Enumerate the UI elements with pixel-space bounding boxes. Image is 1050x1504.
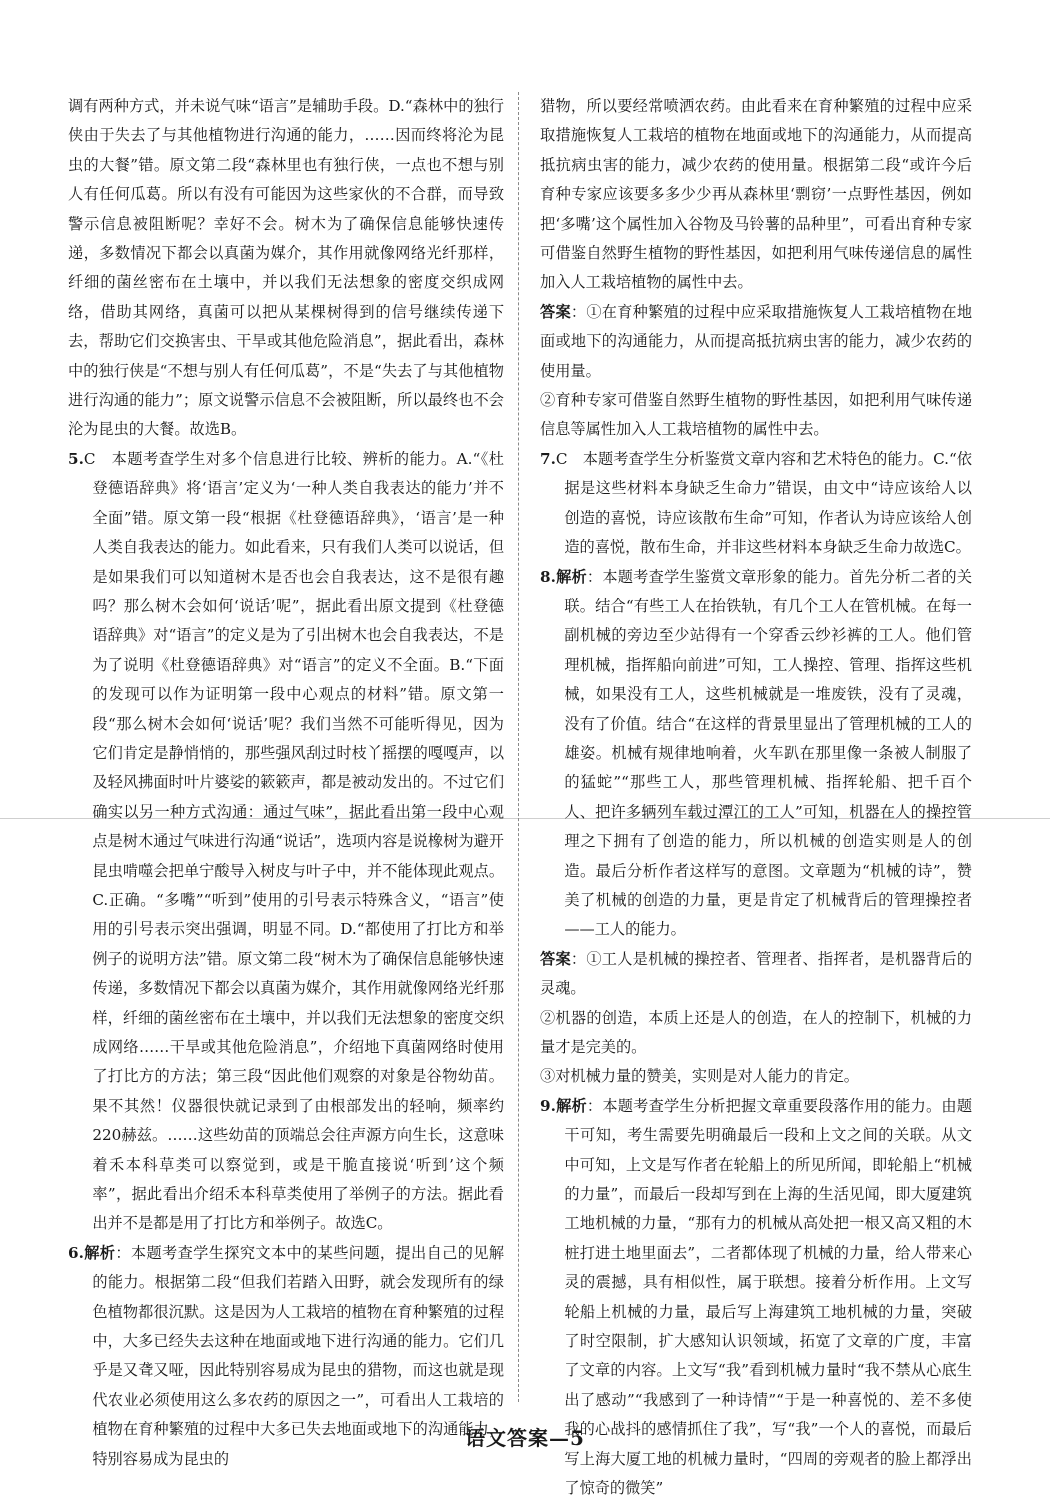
question-8 bbox=[540, 563, 972, 945]
left-column bbox=[68, 92, 504, 1474]
answer-label: 答案 bbox=[540, 949, 571, 968]
question-number: 5. bbox=[68, 449, 84, 468]
answer-6 bbox=[540, 298, 972, 386]
analysis-label: 解析 bbox=[555, 1096, 587, 1115]
answer-text: ：①在育种繁殖的过程中应采取措施恢复人工栽培植物在地面或地下的沟通能力，从而提高抵抗病虫害的能力，减少农药的使用量。 bbox=[540, 302, 972, 380]
continuation-paragraph: 猎物，所以要经常喷洒农药。由此看来在育种繁殖的过程中应采取措施恢复人工栽培的植物在地面或地下的沟通能力，从而提高抵抗病虫害的能力，减少农药的使用量。根据第二段“或许今后育种专家应该要多多少少再从森林里‘剽窃’一点野性基因，例如把‘多嘴’这个属性加入谷物及马铃薯的品种里”，可看出育种专家可借鉴自然野生植物的野性基因，如把利用气味传递信息的属性加入人工栽培植物的属性中去。 bbox=[540, 97, 972, 292]
answer-8 bbox=[540, 945, 972, 1004]
right-column bbox=[540, 92, 972, 1504]
answer-8-point-3: ③对机械力量的赞美，实则是对人能力的肯定。 bbox=[540, 1067, 859, 1086]
question-7 bbox=[540, 445, 972, 563]
question-text: ：本题考查学生鉴赏文章形象的能力。首先分析二者的关联。结合“有些工人在抬铁轨，有几个工人在管机械。在每一副机械的旁边至少站得有一个穿香云纱衫裤的工人。他们管理机械，指挥船向前进”可知，工人操控、管理、指挥这些机械，如果没有工人，这些机械就是一堆废铁，没有了灵魂，没有了价值。结合“在这样的背景里显出了管理机械的工人的雄姿。机械有规律地响着，火车趴在那里像一条被人制服了的猛蛇”“那些工人，那些管理机械、指挥轮船、把千百个人、把许多辆列车载过潭江的工人”可知，机器在人的操控管理之下拥有了创造的能力，所以机械的创造实则是人的创造。最后分析作者这样写的意图。文章题为“机械的诗”，赞美了机械的创造的力量，更是肯定了机械背后的管理操控者——工人的能力。 bbox=[564, 567, 973, 939]
question-number: 6. bbox=[68, 1243, 84, 1262]
answer-text: ：①工人是机械的操控者、管理者、指挥者，是机器背后的灵魂。 bbox=[540, 949, 972, 998]
answer-6-point-2: ②育种专家可借鉴自然野生植物的野性基因，如把利用气味传递信息等属性加入人工栽培植物的属性中去。 bbox=[540, 391, 972, 439]
question-text: C 本题考查学生对多个信息进行比较、辨析的能力。A.“《杜登德语辞典》将‘语言’定义为‘一种人类自我表达的能力’并不全面”错。原文第一段“根据《杜登德语辞典》，‘语言’是一种人类自我表达的能力。如此看来，只有我们人类可以说话，但是如果我们可以知道树木是否也会自我表达，这不是很有趣吗？那么树木会如何‘说话’呢”，据此看出原文提到《杜登德语辞典》对“语言”的定义是为了引出树木也会自我表达，不是为了说明《杜登德语辞典》对“语言”的定义不全面。B.“下面的发现可以作为证明第一段中心观点的材料”错。原文第一段“那么树木会如何‘说话’呢？我们当然不可能听得见，因为它们肯定是静悄悄的，那些强风刮过时枝丫摇摆的嘎嘎声，以及轻风拂面时叶片婆娑的簌簌声，都是被动发出的。不过它们确实以另一种方式沟通：通过气味”，据此看出第一段中心观点是树木通过气味进行沟通“说话”，选项内容是说橡树为避开昆虫啃噬会把单宁酸导入树皮与叶子中，并不能体现此观点。C.正确。“多嘴”“听到”使用的引号表示特殊含义，“语言”使用的引号表示突出强调，明显不同。D.“都使用了打比方和举例子的说明方法”错。原文第二段“树木为了确保信息能够快速传递，多数情况下都会以真菌为媒介，其作用就像网络光纤那样，纤细的菌丝密布在土壤中，并以我们无法想象的密度交织成网络……干旱或其他危险消息”，介绍地下真菌网络时使用了打比方的方法；第三段“因此他们观察的对象是谷物幼苗。果不其然！仪器很快就记录到了由根部发出的轻响，频率约220赫兹。……这些幼苗的顶端总会往声源方向生长，这意味着禾本科草类可以察觉到，或是干脆直接说‘听到’这个频率”，据此看出介绍禾本科草类使用了举例子的方法。据此看出并不是都是用了打比方和举例子。故选C。 bbox=[83, 449, 504, 1233]
question-5 bbox=[68, 445, 504, 1239]
question-text: ：本题考查学生分析把握文章重要段落作用的能力。由题干可知，考生需要先明确最后一段和上文之间的关联。从文中可知，上文是写作者在轮船上的所见所闻，即轮船上“机械的力量”，而最后一段却写到在上海的生活见闻，即大厦建筑工地机械的力量，“那有力的机械从高处把一根又高又粗的木桩打进土地里面去”，二者都体现了机械的力量，给人带来心灵的震撼，具有相似性，属于联想。接着分析作用。上文写轮船上机械的力量，最后写上海建筑工地机械的力量，突破了时空限制，扩大感知认识领域，拓宽了文章的广度，丰富了文章的内容。上文写“我”看到机械力量时“我不禁从心底生出了感动”“我感到了一种诗情”“于是一种喜悦的、差不多使我的心战抖的感情抓住了我”，写“我”一个人的喜悦，而最后写上海大厦工地的机械力量时，“四周的旁观者的脸上都浮出了惊奇的微笑” bbox=[564, 1096, 973, 1498]
question-number: 7. bbox=[540, 449, 556, 468]
column-divider bbox=[518, 92, 519, 1402]
question-text: C 本题考查学生分析鉴赏文章内容和艺术特色的能力。C.“依据是这些材料本身缺乏生命力”错误，由文中“诗应该给人以创造的喜悦，诗应该散布生命”可知，作者认为诗应该给人创造的喜悦，散布生命，并非这些材料本身缺乏生命力故选C。 bbox=[555, 449, 972, 557]
analysis-label: 解析 bbox=[555, 567, 587, 586]
question-text: ：本题考查学生探究文本中的某些问题，提出自己的见解的能力。根据第二段“但我们若踏入田野，就会发现所有的绿色植物都很沉默。这是因为人工栽培的植物在育种繁殖的过程中，大多已经失去这种在地面或地下进行沟通的能力。它们几乎是又聋又哑，因此特别容易成为昆虫的猎物，而这也就是现代农业必须使用这么多农药的原因之一”，可看出人工栽培的植物在育种繁殖的过程中大多已失去地面或地下的沟通能力，特别容易成为昆虫的 bbox=[92, 1243, 505, 1468]
analysis-label: 解析 bbox=[83, 1243, 116, 1262]
page-footer: 语文答案—5 bbox=[465, 1426, 585, 1450]
answer-label: 答案 bbox=[540, 302, 571, 321]
continuation-paragraph: 调有两种方式，并未说气味“语言”是辅助手段。D.“森林中的独行侠由于失去了与其他植物进行沟通的能力，……因而终将沦为昆虫的大餐”错。原文第二段“森林里也有独行侠，一点也不想与别人有任何瓜葛。所以有没有可能因为这些家伙的不合群，而导致警示信息被阻断呢？幸好不会。树木为了确保信息能够快速传递，多数情况下都会以真菌为媒介，其作用就像网络光纤那样，纤细的菌丝密布在土壤中，并以我们无法想象的密度交织成网络，借助其网络，真菌可以把从某棵树得到的信号继续传递下去，帮助它们交换害虫、干旱或其他危险消息”，据此看出，森林中的独行侠是“不想与别人有任何瓜葛”，不是“失去了与其他植物进行沟通的能力”；原文说警示信息不会被阻断，所以最终也不会沦为昆虫的大餐。故选B。 bbox=[68, 97, 504, 439]
answer-8-point-2: ②机器的创造，本质上还是人的创造，在人的控制下，机械的力量才是完美的。 bbox=[540, 1008, 972, 1056]
question-number: 8. bbox=[540, 567, 556, 586]
question-number: 9. bbox=[540, 1096, 556, 1115]
